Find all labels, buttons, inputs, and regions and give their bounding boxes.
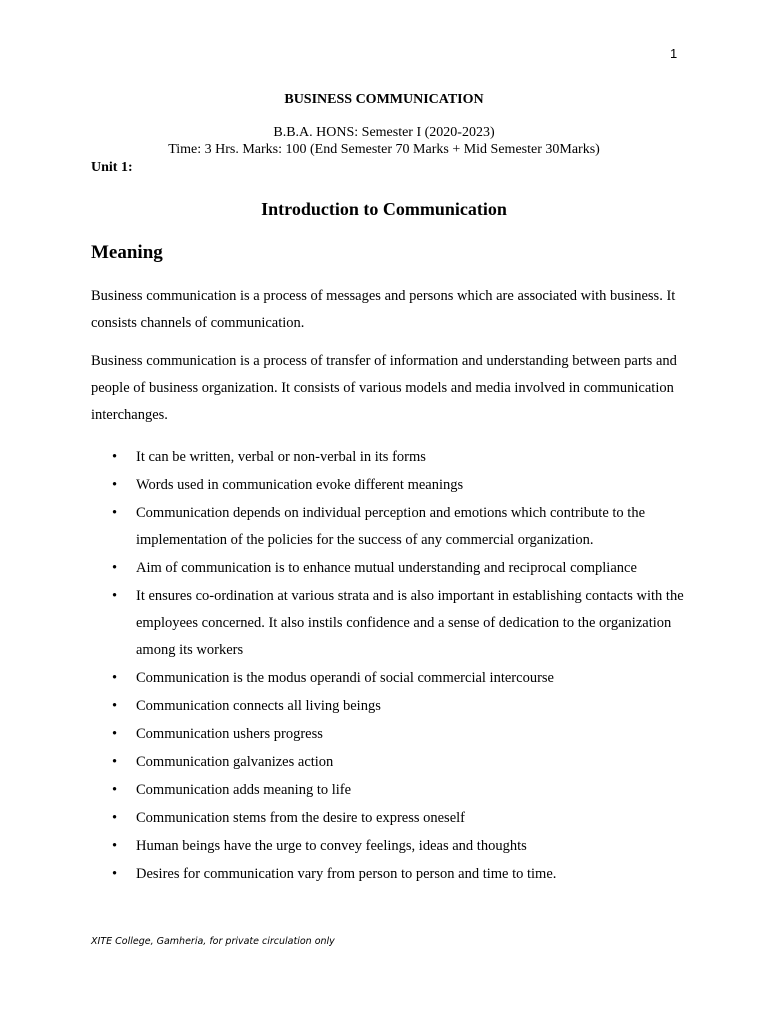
page-number: 1 — [670, 46, 678, 61]
list-item — [91, 472, 691, 499]
subsection-title: Meaning — [91, 242, 163, 263]
bullet-icon: • — [112, 670, 118, 686]
list-item-text: It can be written, verbal or non-verbal in its forms — [136, 449, 426, 465]
list-item — [91, 777, 691, 804]
list-item — [91, 861, 691, 888]
bullet-icon: • — [112, 726, 118, 742]
list-item — [91, 693, 691, 720]
list-item-text: Communication is the modus operandi of social commercial intercourse — [136, 670, 554, 686]
page-footer: XITE College, Gamheria, for private circulation only — [91, 936, 335, 947]
document-title: BUSINESS COMMUNICATION — [284, 92, 484, 107]
list-item-text: Communication galvanizes action — [136, 754, 334, 770]
list-item — [91, 833, 691, 860]
list-item — [91, 583, 691, 664]
bullet-icon: • — [112, 588, 118, 604]
paragraph: Business communication is a process of messages and persons which are associated with business. It consists channels of communication. — [91, 288, 676, 331]
paragraph: Business communication is a process of transfer of information and understanding between parts and people of business organization. It consists of various models and media involved in communication interchanges. — [91, 353, 677, 423]
list-item-text: Communication depends on individual perception and emotions which contribute to the implementation of the policies for the success of any commercial organization. — [136, 505, 646, 548]
list-item-text: Communication adds meaning to life — [136, 782, 352, 798]
bullet-icon: • — [112, 782, 118, 798]
section-title: Introduction to Communication — [261, 199, 507, 219]
list-item — [91, 444, 691, 471]
bullet-icon: • — [112, 810, 118, 826]
bullet-icon: • — [112, 449, 118, 465]
bullet-icon: • — [112, 754, 118, 770]
list-item-text: It ensures co-ordination at various strata and is also important in establishing contacts with the employees concerned. It also instils confidence and a sense of dedication to the organization among its workers — [136, 588, 684, 658]
course-info-line: B.B.A. HONS: Semester I (2020-2023) — [273, 125, 495, 140]
exam-info-line: Time: 3 Hrs. Marks: 100 (End Semester 70 Marks + Mid Semester 30Marks) — [168, 142, 600, 157]
list-item-text: Communication stems from the desire to express oneself — [136, 810, 465, 826]
unit-label: Unit 1: — [91, 160, 133, 175]
bullet-icon: • — [112, 477, 118, 493]
list-item — [91, 721, 691, 748]
bullet-icon: • — [112, 560, 118, 576]
list-item — [91, 805, 691, 832]
bullet-list — [91, 444, 691, 889]
bullet-icon: • — [112, 838, 118, 854]
list-item — [91, 500, 691, 554]
bullet-icon: • — [112, 866, 118, 882]
list-item — [91, 555, 691, 582]
list-item-text: Communication connects all living beings — [136, 698, 381, 714]
list-item-text: Desires for communication vary from person to person and time to time. — [136, 866, 557, 882]
list-item-text: Words used in communication evoke different meanings — [136, 477, 464, 493]
list-item-text: Aim of communication is to enhance mutual understanding and reciprocal compliance — [136, 560, 637, 576]
list-item — [91, 749, 691, 776]
bullet-icon: • — [112, 698, 118, 714]
list-item — [91, 665, 691, 692]
list-item-text: Communication ushers progress — [136, 726, 323, 742]
list-item-text: Human beings have the urge to convey feelings, ideas and thoughts — [136, 838, 527, 854]
bullet-icon: • — [112, 505, 118, 521]
